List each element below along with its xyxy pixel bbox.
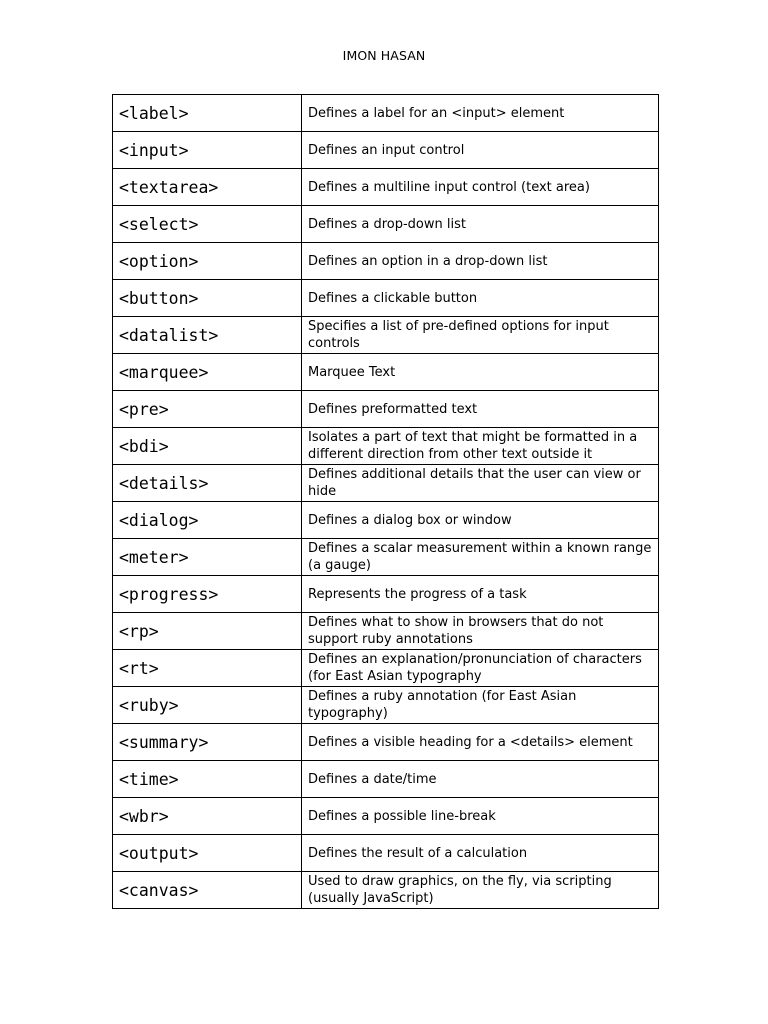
description-cell: Defines the result of a calculation — [302, 835, 659, 872]
tag-cell: <time> — [113, 761, 302, 798]
tag-cell: <datalist> — [113, 317, 302, 354]
table-row — [113, 354, 659, 391]
table-row — [113, 502, 659, 539]
tag-cell: <canvas> — [113, 872, 302, 909]
tag-cell: <ruby> — [113, 687, 302, 724]
page-title: IMON HASAN — [342, 48, 426, 63]
table-row — [113, 391, 659, 428]
tag-cell: <button> — [113, 280, 302, 317]
table-row — [113, 317, 659, 354]
table-row — [113, 465, 659, 502]
description-cell: Isolates a part of text that might be formatted in a different direction from other text outside it — [302, 428, 659, 465]
table-row — [113, 687, 659, 724]
tag-cell: <option> — [113, 243, 302, 280]
table-row — [113, 280, 659, 317]
tag-cell: <dialog> — [113, 502, 302, 539]
table-body — [113, 95, 659, 909]
description-cell: Defines a scalar measurement within a known range (a gauge) — [302, 539, 659, 576]
tag-cell: <output> — [113, 835, 302, 872]
tag-cell: <progress> — [113, 576, 302, 613]
tag-cell: <meter> — [113, 539, 302, 576]
description-cell: Defines what to show in browsers that do not support ruby annotations — [302, 613, 659, 650]
description-cell: Defines a multiline input control (text area) — [302, 169, 659, 206]
tag-cell: <label> — [113, 95, 302, 132]
tag-cell: <select> — [113, 206, 302, 243]
tag-cell: <bdi> — [113, 428, 302, 465]
tag-cell: <input> — [113, 132, 302, 169]
table-row — [113, 835, 659, 872]
description-cell: Defines a clickable button — [302, 280, 659, 317]
description-cell: Marquee Text — [302, 354, 659, 391]
table-row — [113, 650, 659, 687]
description-cell: Defines a dialog box or window — [302, 502, 659, 539]
table-row — [113, 169, 659, 206]
description-cell: Defines a possible line-break — [302, 798, 659, 835]
tag-cell: <rt> — [113, 650, 302, 687]
description-cell: Used to draw graphics, on the fly, via scripting (usually JavaScript) — [302, 872, 659, 909]
table-row — [113, 798, 659, 835]
description-cell: Defines a visible heading for a <details> element — [302, 724, 659, 761]
description-cell: Defines a ruby annotation (for East Asian typography) — [302, 687, 659, 724]
table-row — [113, 724, 659, 761]
description-cell: Defines an explanation/pronunciation of characters (for East Asian typography — [302, 650, 659, 687]
description-cell: Defines a drop-down list — [302, 206, 659, 243]
tag-cell: <textarea> — [113, 169, 302, 206]
description-cell: Defines a date/time — [302, 761, 659, 798]
table-row — [113, 95, 659, 132]
description-cell: Represents the progress of a task — [302, 576, 659, 613]
table-row — [113, 539, 659, 576]
description-cell: Defines an option in a drop-down list — [302, 243, 659, 280]
table-row — [113, 132, 659, 169]
description-cell: Specifies a list of pre-defined options for input controls — [302, 317, 659, 354]
table-row — [113, 761, 659, 798]
table-row — [113, 576, 659, 613]
tag-cell: <summary> — [113, 724, 302, 761]
description-cell: Defines an input control — [302, 132, 659, 169]
tag-cell: <details> — [113, 465, 302, 502]
tag-cell: <rp> — [113, 613, 302, 650]
description-cell: Defines a label for an <input> element — [302, 95, 659, 132]
table-row — [113, 872, 659, 909]
tag-cell: <marquee> — [113, 354, 302, 391]
html-tags-table — [112, 94, 659, 909]
tag-cell: <wbr> — [113, 798, 302, 835]
table-row — [113, 206, 659, 243]
description-cell: Defines preformatted text — [302, 391, 659, 428]
description-cell: Defines additional details that the user can view or hide — [302, 465, 659, 502]
table-row — [113, 243, 659, 280]
tag-cell: <pre> — [113, 391, 302, 428]
table-row — [113, 428, 659, 465]
table-row — [113, 613, 659, 650]
